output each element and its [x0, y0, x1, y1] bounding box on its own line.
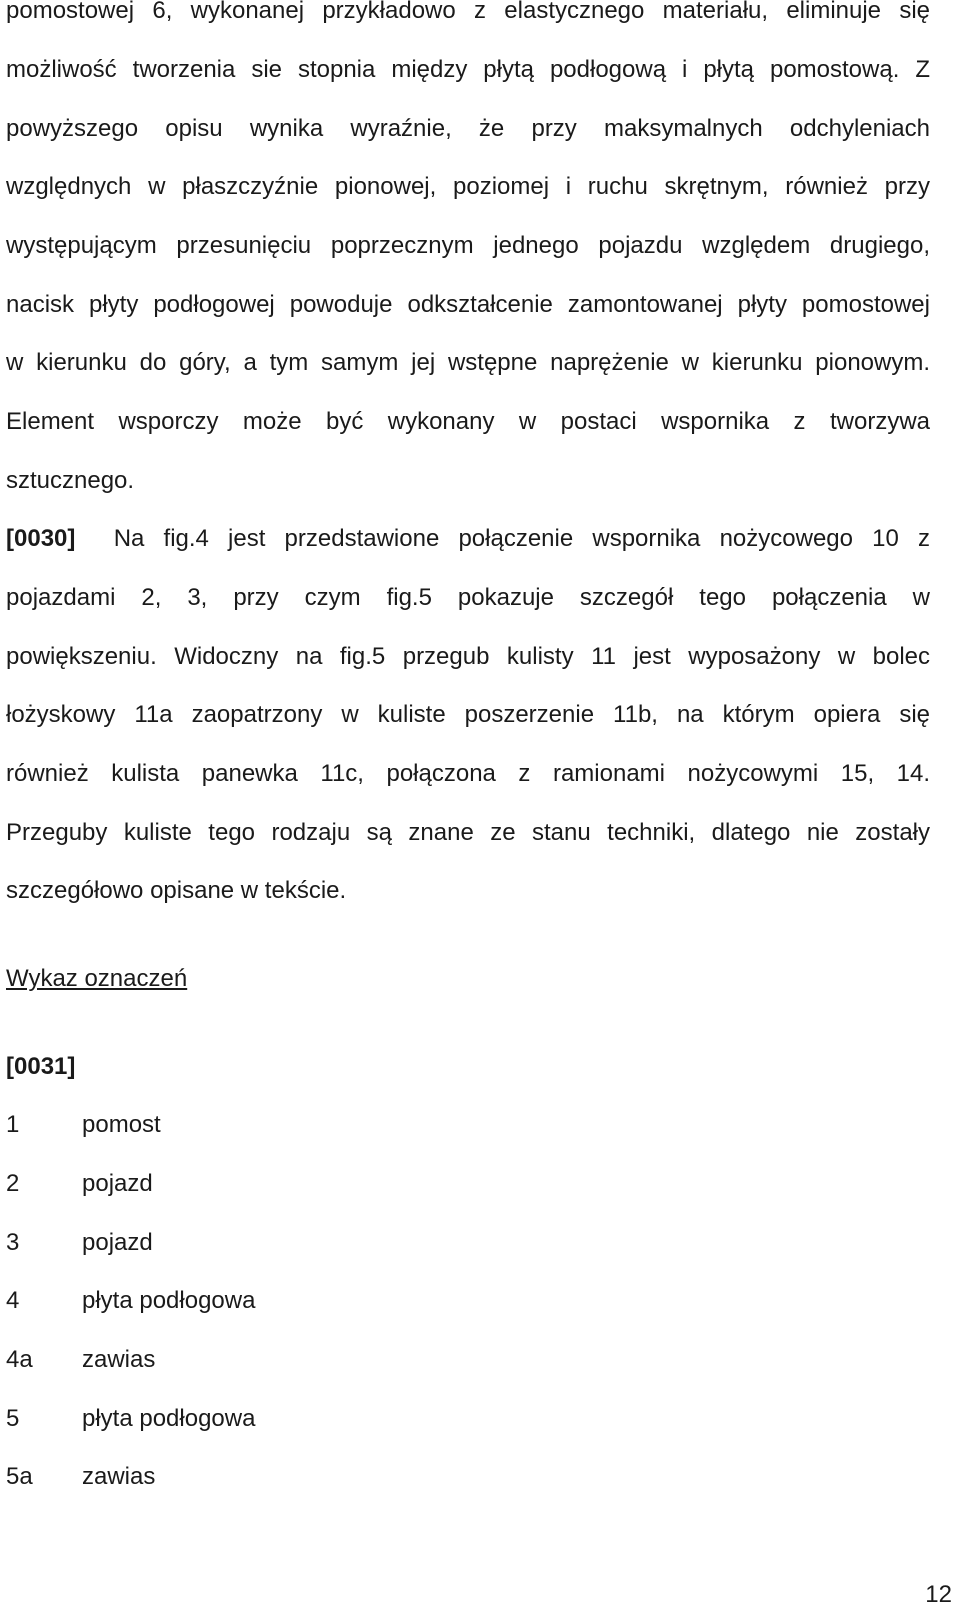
reference-label: pomost: [82, 1111, 161, 1138]
reference-number: 4: [6, 1287, 20, 1314]
text-line: nacisk płyty podłogowej powoduje odkształcenie zamontowanej płyty pomostowej: [6, 291, 930, 318]
text-line: szczegółowo opisane w tekście.: [6, 877, 347, 904]
page-number: 12: [925, 1581, 952, 1608]
text-line: pomostowej 6, wykonanej przykładowo z elastycznego materiału, eliminuje się: [6, 0, 930, 24]
paragraph-0030-first-line: [6, 524, 930, 554]
paragraph-number: [0031]: [6, 1053, 76, 1080]
reference-label: pojazd: [82, 1229, 153, 1256]
reference-number: 5: [6, 1405, 20, 1432]
reference-label: płyta podłogowa: [82, 1287, 256, 1314]
reference-number: 5a: [6, 1463, 33, 1490]
text-line: Element wsporczy może być wykonany w postaci wspornika z tworzywa: [6, 408, 930, 435]
reference-label: zawias: [82, 1463, 156, 1490]
section-heading: Wykaz oznaczeń: [6, 965, 188, 992]
text-line: występującym przesunięciu poprzecznym jednego pojazdu względem drugiego,: [6, 232, 930, 259]
text-line: powyższego opisu wynika wyraźnie, że przy maksymalnych odchyleniach: [6, 115, 930, 142]
text-line: możliwość tworzenia sie stopnia między płytą podłogową i płytą pomostową. Z: [6, 56, 930, 83]
paragraph-number: [0030]: [6, 525, 76, 552]
reference-label: pojazd: [82, 1170, 153, 1197]
text-line: Przeguby kuliste tego rodzaju są znane ze stanu techniki, dlatego nie zostały: [6, 819, 930, 846]
reference-label: zawias: [82, 1346, 156, 1373]
reference-number: 1: [6, 1111, 20, 1138]
text-line: łożyskowy 11a zaopatrzony w kuliste poszerzenie 11b, na którym opiera się: [6, 701, 930, 728]
text-line: również kulista panewka 11c, połączona z ramionami nożycowymi 15, 14.: [6, 760, 930, 787]
text-line: względnych w płaszczyźnie pionowej, poziomej i ruchu skrętnym, również przy: [6, 173, 930, 200]
reference-number: 3: [6, 1229, 20, 1256]
text-line: w kierunku do góry, a tym samym jej wstępne naprężenie w kierunku pionowym.: [6, 349, 930, 376]
reference-number: 4a: [6, 1346, 33, 1373]
reference-label: płyta podłogowa: [82, 1405, 256, 1432]
text-line: sztucznego.: [6, 467, 135, 494]
text-line: powiększeniu. Widoczny na fig.5 przegub kulisty 11 jest wyposażony w bolec: [6, 643, 930, 670]
text-line: pojazdami 2, 3, przy czym fig.5 pokazuje szczegół tego połączenia w: [6, 584, 930, 611]
text-line: Na fig.4 jest przedstawione połączenie wspornika nożycowego 10 z: [113, 525, 930, 552]
reference-number: 2: [6, 1170, 20, 1197]
